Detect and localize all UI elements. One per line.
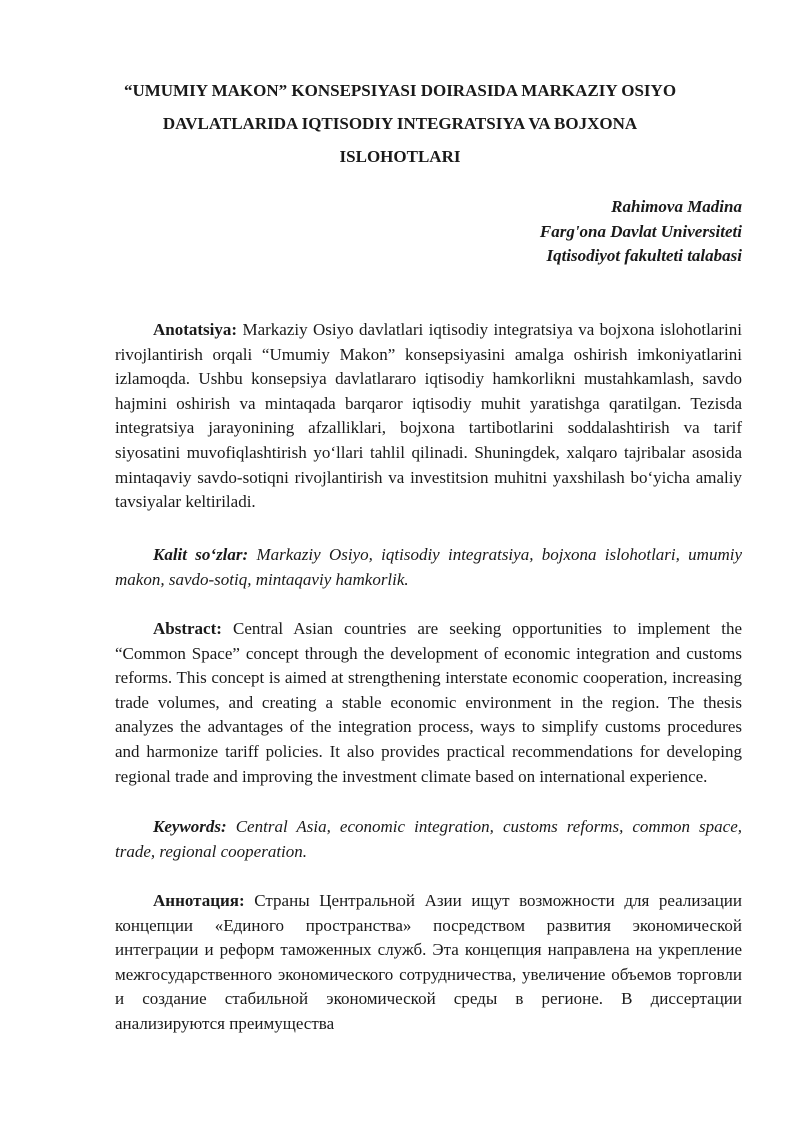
author-name: Rahimova Madina: [611, 197, 742, 216]
keywords-uz-label: Kalit so‘zlar:: [153, 545, 257, 564]
keywords-uz: [115, 543, 742, 592]
keywords-uz-text: Markaziy Osiyo, iqtisodiy integratsiya, bojxona islohotlari, umumiy makon, savdo-sotiq, mintaqaviy hamkorlik.: [115, 545, 742, 589]
abstract-en-text: Central Asian countries are seeking opportunities to implement the “Common Space” concept through the development of economic integration and customs reforms. This concept is aimed at strengthening interstate economic cooperation, increasing trade volumes, and creating a stable economic environment in the region. The thesis analyzes the advantages of the integration process, ways to simplify customs procedures and harmonize tariff policies. It also provides practical recommendations for developing regional trade and improving the investment climate based on international experience.: [115, 619, 743, 786]
document-title: [100, 74, 700, 173]
annotation-uz-text: Markaziy Osiyo davlatlari iqtisodiy integratsiya va bojxona islohotlarini rivojlantirish orqali “Umumiy Makon” konsepsiyasini amalga oshirish imkoniyatlarini izlamoqda. Ushbu konsepsiya davlatlararo iqtisodiy hamkorlikni mustahkamlash, savdo hajmini oshirish va mintaqada barqaror iqtisodiy muhit yaratishga qaratilgan. Tezisda integratsiya jarayonining afzalliklari, bojxona tartibotlarini soddalashtirish va tarif siyosatini muvofiqlashtirish yo‘llari tahlil qilinadi. Shuningdek, xalqaro tajribalar asosida mintaqaviy savdo-sotiqni rivojlantirish va investitsion muhitni yaxshilash bo‘yicha amaliy tavsiyalar keltiriladi.: [115, 320, 743, 512]
annotation-ru-text: Страны Центральной Азии ищут возможности для реализации концепции «Единого пространства» посредством развития экономической интеграции и реформ таможенных служб. Эта концепция направлена на укрепление межгосударственного экономического сотрудничества, увеличение объемов торговли и создание стабильной экономической среды в регионе. В диссертации анализируются преимущества: [115, 891, 742, 1033]
keywords-en-text: Central Asia, economic integration, customs reforms, common space, trade, regional cooperation.: [115, 817, 742, 861]
annotation-uz-label: Anotatsiya:: [153, 320, 243, 339]
title-line-1: “UMUMIY MAKON” KONSEPSIYASI DOIRASIDA MARKAZIY OSIYO: [123, 81, 677, 100]
author-position: Iqtisodiyot fakulteti talabasi: [546, 246, 742, 265]
author-block: [540, 195, 742, 269]
keywords-en-label: Keywords:: [153, 817, 236, 836]
title-line-2: DAVLATLARIDA IQTISODIY INTEGRATSIYA VA BOJXONA: [162, 114, 638, 133]
annotation-ru-label: Аннотация:: [153, 891, 255, 910]
abstract-en-label: Abstract:: [153, 619, 234, 638]
annotation-ru: [115, 889, 742, 1037]
keywords-en: [115, 815, 742, 864]
author-university: Farg'ona Davlat Universiteti: [539, 221, 742, 241]
annotation-uz: [115, 318, 742, 515]
abstract-en: [115, 617, 742, 789]
title-line-3: ISLOHOTLARI: [339, 147, 461, 166]
